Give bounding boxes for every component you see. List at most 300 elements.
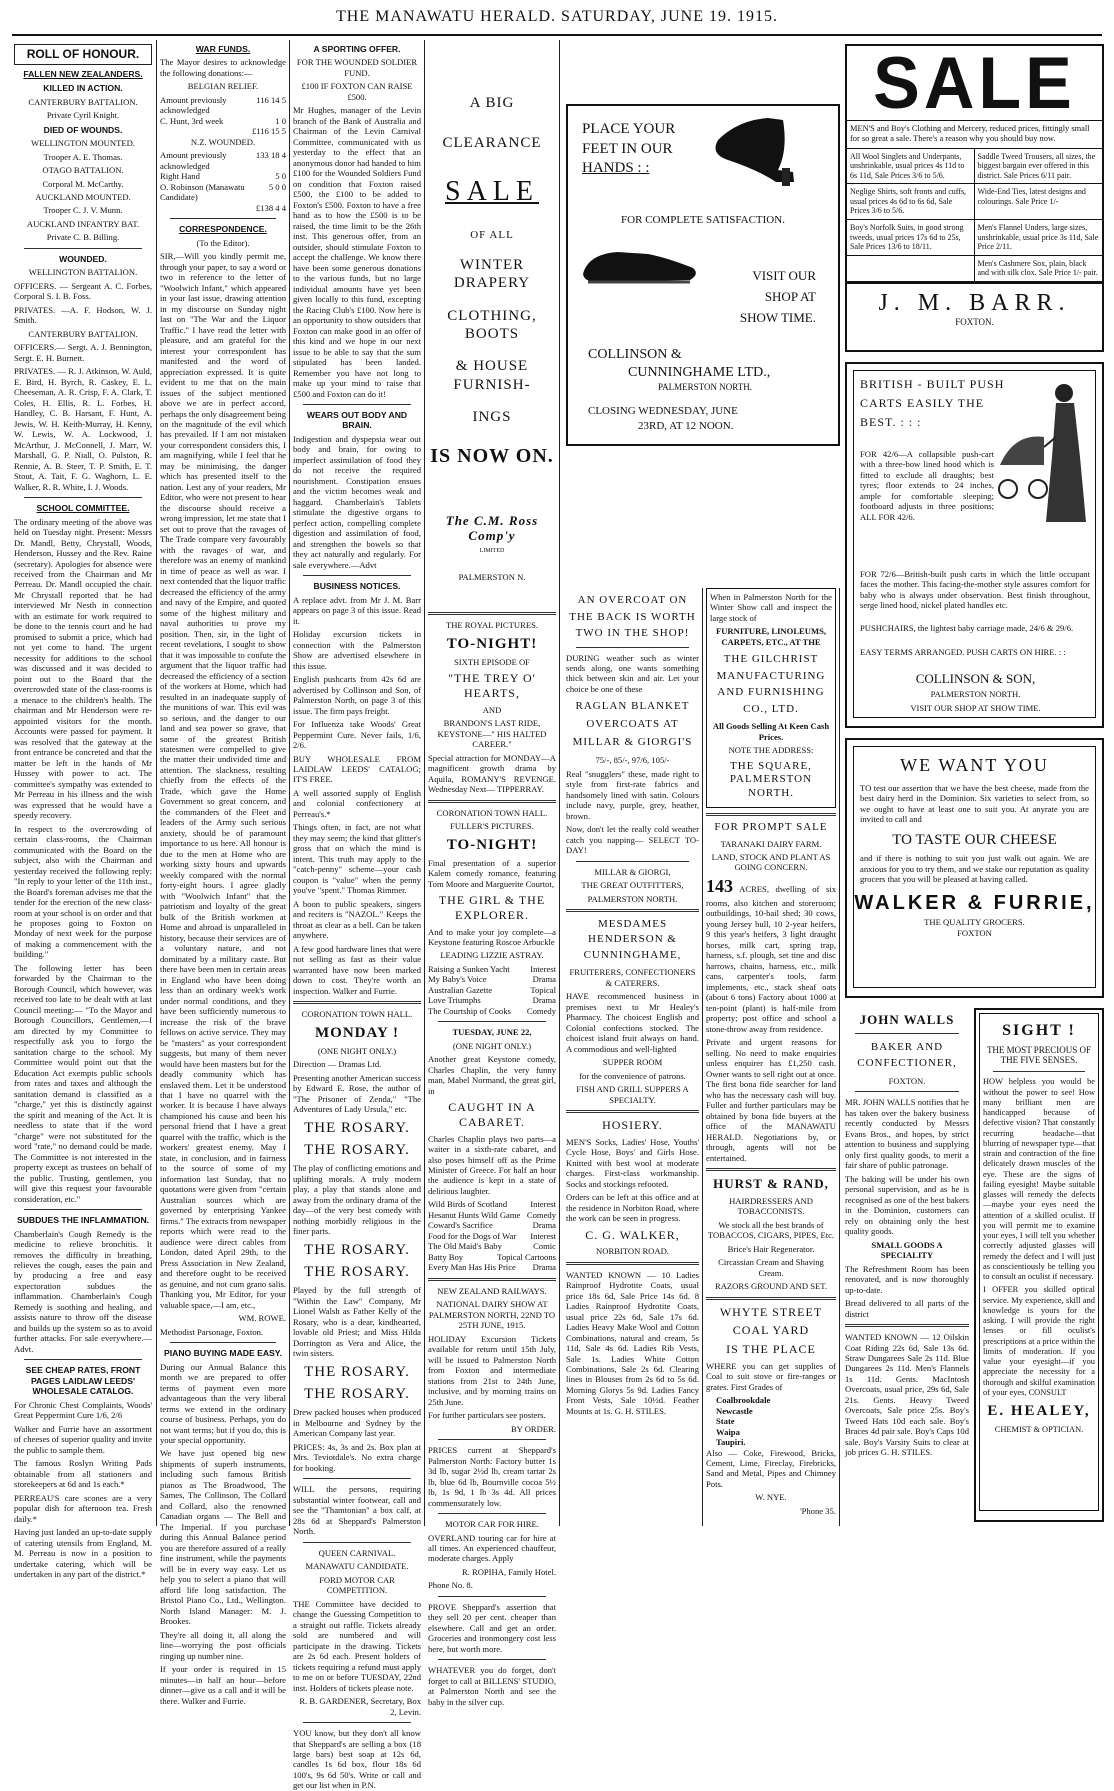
letter-body: SIR,—Will you kindly permit me, through your paper, to say a word or two in reference to the letter of "Woolwich Infant," which appeared in your last issue, drawing attention in my discourse on Sunday night last on "The War and the Liquor Traffic." I have read the letter with pleasure, and am grateful for the interest your correspondent has manifested and the word of appreciation expressed. It is quite evident to me that on the main issues of the subject mentioned above we are in perfect accord, perhaps the only disagreement being on the magnitude of the evil which has prevailed. If I am not mistaken your correspondent considers this, I am magnifying, while I feel that he may be minimising, the danger which has presented itself to the nation. Lest any of your readers, Mr Editor, who were not present to hear the discourse should receive a wrong impression, let me state that I set out to prove that the ravages of The Trade compare very favourably with the ravages of war, and therefore was an enemy of mankind in time of peace as well as war. I next contended that the liquor traffic decreased the efficiency of the army and navy of the Empire, and quoted some of the highest military and naval authorities to prove my position. Then, sir, in the light of recent revelations, I sought to show that it was impossible to confute the argument that the liquor traffic had decreased the efficiency of a section of the workers at Home, which had resulted in an inadequate supply of the munitions of war. This evil was so serious, and the danger to our land and sea power so grave, that some of the greatest British statesmen were compelled to give the matter their undivided time and attention. The slackness, resulting chiefly from the effects of the Trade, which gave the Home Government so great concern, and the commanders of the Fleet and leaders of the Army such serious anxiety, should be of paramount importance to us here. All honour is due to the men at Home who are working sixty hours and upwards weekly compared with the normal forty-eight hours. I agree gladly with "Woolwich Infant" that the patriotism and loyalty of the great bulk of the British workmen at Home and abroad is unparalleled in history, because their services are of a voluntary nature, and not dominated by a military caste. But there have been men in certain areas in England who have been doing less than an ordinary week's work under normal conditions, and they have been sufficiently numerous to increase the risk of the brave fellows on active service. They may be "masters" as your correspondent suggests, but many of them never would have been masters but for the deadly community which has enslaved them. Let it be understood that I have no quarrel with the worker. It is because I have always championed his cause and been his personal friend that I have a great quarrel with the traffic, which is the workers' greatest enemy. May I state, in conclusion, and in fairness to the source of some of my information last Sunday, that no quotations were given from "certain Australian sources which are governed by enterprising Yankee firms." The extracts from newspaper reports which were read to the audience were direct cables from London, dated April 29th, to the Press Association in New Zealand, and therefore ought to be received as genuine, and not cum grano salis. Thanking you, Mr Editor, for your valuable space,—I am, etc.,: [160, 251, 287, 1310]
privates-list: PRIVATES. — R. J. Atkinson, W. Auld, E. Bird, H. Byrch, R. Caskey, E. L. Cheeseman, A. R. Crisp, F. A. Clark, T. Coles, H. Ellis, R. L. Forbes, H. Handley, C. B. Harsant, F. Hunt, A. Jewis, W. H. Keith-Murray, H. Kenny, W. Lewis, W. A. Lockwood, J. McArthur, J. McConnell, J. Marr, W. Marshall, G. P. Niall, O. Pulston, R. Rennie, A. B. Steer, T. P. Smith, E. T. Stout, A. Tait, F. G. Waghorn, L. E. Walker, R. R. White, I. J. Woods.: [14, 366, 152, 492]
dairy-show: NATIONAL DAIRY SHOW AT PALMERSTON NORTH, 22ND TO 25TH JUNE, 1915.: [428, 1299, 556, 1331]
ad-text: & HOUSE FURNISH-: [453, 358, 531, 393]
barr-price-cell: All Wool Singlets and Underpants, unshrinkable, usual prices 4s 11d to 6s 11d, Sale Prices 3/6 to 5/6.: [847, 149, 975, 185]
article-body: YOU know, but they don't all know that Sheppard's are selling a box (18 large bars) best soap at 12s 6d, candles 1s 6d box, flour 18s 6d 100's, 9s 6d 50's. Write or call and get our list when in P.N.: [293, 1728, 421, 1791]
ad-text: VISIT OUR SHOP AT SHOW TIME.: [910, 703, 1041, 713]
divider: [170, 1342, 276, 1343]
ad-text: CLEARANCE: [442, 135, 542, 152]
article-body: When in Palmerston North for the Winter Show call and inspect the large stock of: [710, 592, 832, 623]
article-body: The Refreshment Room has been renovated, and is now thoroughly up-to-date.: [845, 1263, 969, 1295]
program-row-value: Drama: [532, 974, 556, 985]
play-title: THE ROSARY.: [304, 1363, 410, 1380]
article-body: Orders can be left at this office and at the residence in Norbiton Road, where the work can be seen in progress.: [566, 1192, 699, 1224]
fund-row: [160, 150, 286, 171]
column-rule: [559, 40, 560, 1526]
article-body: WILL the persons, requiring substantial winter footwear, call and see the "Thamtonian" a box calf, at 28s 6d at Sheppard's Palmerston North.: [293, 1484, 421, 1537]
program-row-label: Hesanut Hunts Wild Game: [428, 1209, 521, 1220]
film-title: BRANDON'S LAST RIDE, KEYSTONE—" HIS HALTED CAREER.": [437, 718, 547, 750]
film-title: LEADING LIZZIE ASTRAY.: [440, 950, 544, 961]
column-rule: [289, 40, 290, 1526]
column-3: [293, 40, 421, 1791]
barr-price-cell: Boy's Norfolk Suits, in good strong tweeds, usual prices 17s 6d to 25s, Sale Prices 13/6 to 18/11.: [847, 220, 975, 256]
fund-row-value: 1 0: [275, 115, 286, 126]
fund-row-label: Right Hand: [160, 171, 200, 182]
overcoat-heading: AN OVERCOAT ON THE BACK IS WORTH TWO IN THE SHOP!: [569, 594, 696, 639]
fallen-heading: FALLEN NEW ZEALANDERS.: [23, 68, 143, 79]
unit-name: AUCKLAND INFANTRY BAT.: [26, 218, 140, 229]
ad-subheadline: THE MOST PRECIOUS OF THE FIVE SENSES.: [986, 1044, 1092, 1066]
program-row-value: Topical: [530, 984, 556, 995]
company-name: COLLINSON &: [588, 347, 682, 362]
soldier-name: Private Cyril Knight.: [46, 110, 120, 121]
program-row-value: Comedy: [526, 1005, 556, 1016]
program-row: [428, 1252, 556, 1262]
divider: [438, 1513, 546, 1514]
mesdames-heading: MESDAMES HENDERSON & CUNNINGHAME,: [583, 918, 682, 961]
program-row-label: Wild Birds of Scotland: [428, 1199, 508, 1210]
ford-heading: FORD MOTOR CAR COMPETITION.: [319, 1574, 395, 1596]
cinema-tonight: TO-NIGHT!: [446, 635, 538, 652]
unit-name: CANTERBURY BATTALION.: [28, 96, 138, 107]
wears-out-heading: WEARS OUT BODY AND BRAIN.: [306, 409, 408, 431]
article-body: Circassian Cream and Shaving Cream.: [718, 1257, 824, 1278]
carnival-heading: QUEEN CARNIVAL.: [318, 1547, 396, 1558]
died-heading: DIED OF WOUNDS.: [43, 124, 123, 135]
article-body: PRICES: 4s, 3s and 2s. Box plan at Mrs. Teviotdale's. No extra charge for booking.: [293, 1441, 421, 1473]
column-rule: [702, 588, 703, 1526]
healey-ad: [974, 1008, 1104, 1522]
fund-row: [160, 126, 286, 136]
officers-list: OFFICERS. — Sergeant A. C. Forbes, Corporal S. I. B. Foss.: [14, 280, 152, 302]
program-row-label: Batty Boy: [428, 1251, 464, 1262]
program-row: [428, 1006, 556, 1016]
and: AND: [482, 704, 502, 715]
divider: [24, 497, 142, 498]
ad-headline: TO TASTE OUR CHEESE: [892, 831, 1057, 848]
company-place: PALMERSTON NORTH.: [658, 382, 752, 393]
ross-logo: The C.M. Ross Comp'y: [445, 512, 539, 544]
article-body: TO test our assertion that we have the best cheese, made from the best dairy herd in the Dominion. Six varieties to select from, so we ought to have at least one to suit you. At anyrate you are invited to call and: [860, 782, 1089, 825]
collinson-cunninghame-ad: [566, 104, 840, 446]
article-body: Walker and Furrie have an assortment of cheeses of superior quality and invite the public to sample them.: [14, 1423, 152, 1455]
program-row-label: The Old Maid's Baby: [428, 1241, 502, 1252]
program-row-label: Coward's Sacrifice: [428, 1220, 493, 1231]
venue-name: CORONATION TOWN HALL.: [301, 1009, 413, 1020]
divider: [438, 1659, 546, 1660]
company-place: PALMERSTON NORTH.: [930, 689, 1021, 699]
cinema-name: THE ROYAL PICTURES.: [445, 620, 539, 631]
article-body: For Chronic Chest Complaints, Woods' Great Peppermint Cure 1/6, 2/6: [14, 1399, 152, 1421]
company-name: E. HEALEY,: [987, 1403, 1091, 1420]
cinema-note: And to make your joy complete—a Keystone featuring Roscoe Arbuckle: [428, 926, 556, 947]
closing-text: 23RD, AT 12 NOON.: [638, 420, 734, 433]
divider: [428, 1278, 556, 1281]
ad-text: OF ALL: [470, 228, 514, 241]
company-name: JOHN WALLS: [859, 1012, 955, 1027]
article-body: Private and urgent reasons for selling. No need to make enquiries unless enquirer has £1,250 cash. Owner wants to sell right out at once. The first bona fide searcher for land who has the necessary cash will buy. Fuller and further particulars may be obtained by bona fide buyers at the office of the MANAWATU HERALD. Negotiations by, or through, agents will not be entertained.: [706, 1037, 836, 1163]
notice: A few good hardware lines that were not selling as fast as their value warranted have now been marked down to cost. They're worth an inspection. Walker and Furrie.: [293, 943, 421, 996]
article-body: DURING weather such as winter sends along, one wants something thick between skin and air. Let your choice be one of these: [566, 652, 699, 694]
fund-name: BELGIAN RELIEF.: [187, 81, 259, 92]
barr-price-cell: Men's Flannel Unders, large sizes, unshrinkable, usual price 3s 11d, Sale Price 2/11.: [975, 220, 1103, 256]
ross-limited: LIMITED: [479, 548, 505, 555]
letter-signature: WM. ROWE.: [238, 1313, 286, 1324]
program-row-value: Topical Cartoons: [497, 1251, 556, 1262]
company-name: J. M. BARR.: [847, 282, 1102, 317]
divider: [438, 1021, 546, 1022]
fund-row: [160, 171, 286, 181]
fund-row-label: O. Robinson (Manawatu Candidate): [160, 181, 245, 203]
ad-headline: SIGHT !: [1002, 1022, 1076, 1039]
ad-text: PLACE YOUR: [582, 121, 676, 137]
company-trade: CHEMIST & OPTICIAN.: [994, 1424, 1084, 1434]
article-body: FOR 42/6—A collapsible push-cart with a three-bow lined hood which is fitted to exclude all draughts; best tyres; floor extends to 24 inches, ample for comfortable sleeping; footboard adjusts in three positions; ALL FOR 42/6.: [860, 449, 994, 522]
article-body: They're all doing it, all along the line—worrying the post officials ringing up number nine.: [160, 1629, 286, 1661]
article-body: Presenting another American success by Edward E. Rose, the author of "The Prisoner of Zenda," "The Adventures of Lady Ursula," etc.: [293, 1072, 421, 1115]
coal-heading: IS THE PLACE: [726, 1342, 816, 1356]
fund-row-label: C. Hunt, 3rd week: [160, 115, 224, 126]
column-6: [706, 588, 836, 1526]
article-body: Bread delivered to all parts of the district: [845, 1298, 969, 1319]
fund-row: [160, 203, 286, 213]
program-row-label: Every Man Has His Price: [428, 1262, 516, 1273]
divider: [855, 1091, 959, 1092]
cheap-rates-heading: SEE CHEAP RATES, FRONT PAGES LAIDLAW LEEDS' WHOLESALE CATALOG.: [25, 1365, 141, 1397]
article-body: THE Committee have decided to change the Guessing Competition to a straight out raffle. Tickets already sold are numbered and will participate in the drawing. Tickets are 2s 6d each. Present holders of tickets requiring a refund must apply to me on or before TUESDAY, 22nd inst. Holders of tickets please note.: [293, 1598, 421, 1693]
article-body: HAVE recommenced business in premises next to Mr Healey's Pharmacy. The choicest English and Colonial confections stocked. The choicest island fruit always on hand. A commodious and well-lighted: [566, 991, 699, 1054]
subdues-heading: SUBDUES THE INFLAMMATION.: [16, 1215, 150, 1226]
article-body: Having just landed an up-to-date supply of catering utensils from England, M. M. Perreau is now in a position to undertake catering, which will be undertaken in any part of the district.*: [14, 1527, 152, 1580]
article-body: Now, don't let the really cold weather catch you napping— SELECT TO-DAY!: [566, 824, 699, 856]
school-committee-heading: SCHOOL COMMITTEE.: [36, 503, 130, 514]
divider: [428, 612, 556, 615]
program-row: [428, 1220, 556, 1230]
company-place: FOXTON.: [888, 1075, 926, 1086]
phone: 'Phone 35.: [800, 1505, 836, 1516]
play-title: THE ROSARY.: [304, 1119, 410, 1136]
play-title: THE ROSARY.: [304, 1142, 410, 1159]
masthead: THE MANAWATU HERALD. SATURDAY, JUNE 19. 1915.: [336, 8, 778, 25]
article-body: Played by the full strength of "Within the Law" Company, Mr Lionel Walsh as Father Kelly of the Rosary, who is a dear, kindhearted, lovable old Priest; and Miss Hilda Dorrington as Vera and Alice, the twin sisters.: [293, 1285, 421, 1359]
notice: A replace advt. from Mr J. M. Barr appears on page 3 of this issue. Read it.: [293, 594, 421, 626]
offer-headline: £100 IF FOXTON CAN RAISE £500.: [301, 81, 413, 102]
barr-price-cell: Wide-End Ties, latest designs and colourings. Sale Price 1/-: [975, 184, 1103, 220]
notice: A boon to public speakers, singers and reciters is "NAZOL." Keeps the throat as clear as a bell. Can be taken anywhere.: [293, 898, 421, 941]
program-row-label: The Courtship of Cooks: [428, 1005, 511, 1016]
film-title: THE GIRL & THE EXPLORER.: [438, 893, 546, 922]
wounded-heading: WOUNDED.: [59, 253, 107, 264]
sporting-offer-heading: A SPORTING OFFER.: [313, 44, 401, 54]
play-title: THE ROSARY.: [304, 1241, 410, 1258]
play-title: THE ROSARY.: [304, 1264, 410, 1281]
divider: [293, 1001, 421, 1004]
ad-text: SHOP AT: [764, 288, 816, 304]
article-body: During our Annual Balance this month we are prepared to offer terms of payment even more advantageous than the very liberal terms we extend in the ordinary course of business. Perhaps, you do not want terms; but if you do, this is your special opportunity.: [160, 1361, 286, 1445]
ad-text: All Goods Selling At Keen Cash Prices.: [712, 721, 830, 742]
barr-price-cell: Men's Cashmere Sox, plain, black and with silk clox. Sale Price 1/- pair.: [975, 256, 1103, 282]
article-body: If your order is required in 15 minutes—in half an hour—before dinner—give us a call and it will be there. Walker and Furrie.: [160, 1664, 286, 1706]
motor-heading: MOTOR CAR FOR HIRE.: [445, 1519, 539, 1530]
fund-table: [160, 95, 286, 137]
woman-with-pram-icon: [994, 377, 1094, 527]
coal-heading: WHYTE STREET: [719, 1304, 823, 1319]
barr-intro: MEN'S and Boy's Clothing and Mercery, reduced prices, fittingly small for so great a sale. There's a reason why you should buy now.: [847, 120, 1102, 148]
coal-list: [706, 1395, 836, 1447]
article-body: PERREAU'S care scones are a very popular dish for afternoon tea. Fresh daily.*: [14, 1492, 152, 1524]
war-funds-heading: WAR FUNDS.: [195, 44, 251, 54]
company-place: NORBITON ROAD.: [596, 1246, 669, 1257]
program-row-value: Drama: [532, 1220, 556, 1231]
article-body: for the convenience of patrons.: [579, 1070, 686, 1081]
ad-headline: BRITISH - BUILT PUSH CARTS EASILY THE BEST. : : :: [860, 377, 1005, 430]
barr-sale-ad: [845, 44, 1104, 352]
article-body: Chamberlain's Cough Remedy is the medicine to relieve bronchitis. It removes the difficulty in breathing, relieves the cough, eases the pain and by producing a free and easy expectoration subdues the inflammation. Chamberlain's Cough Remedy is soothing and healing, and assists nature to throw off the disease and builds up the system so as to avoid further attacks. For sale everywhere.—Advt.: [14, 1228, 152, 1354]
sale-banner: SALE: [873, 42, 1076, 124]
divider: [24, 248, 142, 249]
column-rule: [424, 40, 425, 1526]
divider: [845, 1324, 969, 1327]
ad-text: SHOW TIME.: [739, 309, 816, 325]
letter-place: Methodist Parsonage, Foxton.: [160, 1326, 264, 1337]
barr-price-cell: [847, 256, 975, 282]
venue-name: CORONATION TOWN HALL.: [436, 807, 548, 818]
program-list: [428, 964, 556, 1016]
notice: A well assorted supply of English and colonial confectionery at Perreau's.*: [293, 787, 421, 819]
ad-text: NOTE THE ADDRESS:: [728, 745, 814, 756]
barr-price-cell: Neglige Shirts, soft fronts and cuffs, usual prices 4s 6d to 6s 6d, Sale Prices 3/6 to 5/6.: [847, 184, 975, 220]
piano-heading: PIANO BUYING MADE EASY.: [164, 1348, 282, 1359]
ad-text: FOR COMPLETE SATISFACTION.: [621, 214, 785, 226]
article-body: HOLIDAY Excursion Tickets available for return until 15th July, will be issued to Palmerston North from Foxton and intermediate stations from 21st to 24th June, inclusive, and by morning trains on 25th June.: [428, 1333, 556, 1407]
fund-row-value: 116 14 5: [256, 94, 286, 105]
program-row-value: Comic: [533, 1241, 556, 1252]
fund-row-label: Amount previously acknowledged: [160, 94, 227, 116]
article-body: The Mayor desires to acknowledge the following donations:—: [160, 57, 286, 78]
collinson-son-ad: [845, 362, 1104, 728]
offer-subheading: FOR THE WOUNDED SOLDIER FUND.: [296, 57, 418, 78]
sale-heading: FOR PROMPT SALE: [714, 821, 828, 834]
divider: [706, 1168, 836, 1171]
ad-text: CLOTHING, BOOTS: [447, 307, 537, 343]
soldier-name: Trooper C. J. V. Munn.: [43, 205, 123, 216]
signature: R. B. GARDENER, Secretary, Box 2, Levin.: [299, 1696, 421, 1717]
company-name: COLLINSON & SON,: [915, 671, 1036, 686]
ad-sale: SALE: [445, 175, 539, 207]
show-day: MONDAY !: [315, 1024, 399, 1041]
ad-text: FEET IN OUR: [582, 140, 673, 157]
fund-row-value: 5 0 0: [268, 181, 286, 192]
article-body: Real "snugglers" these, made right to style from first-rate fabrics and handsomely lined with satin. Colours include navy, purple, grey, heather, brown.: [566, 768, 699, 821]
program-row-label: Raising a Sunken Yacht: [428, 963, 510, 974]
article-body: The famous Roslyn Writing Pads obtainable from all stationers and storekeepers at 6d and 1s each.*: [14, 1458, 152, 1490]
ad-text: FURNITURE, LINOLEUMS, CARPETS, ETC., AT THE: [715, 626, 827, 647]
article-body: For further particulars see posters.: [428, 1410, 546, 1421]
program-row: [428, 1241, 556, 1251]
column-rule: [156, 40, 157, 1526]
ad-text: INGS: [472, 408, 512, 425]
program-list: [428, 1199, 556, 1272]
article-body: The ordinary meeting of the above was held on Tuesday night. Present: Messrs Dr. Mandl, Betty, Chrystall, Woods, Henderson, Hussey and the Rev. Raine (secretary). Apologies for absence were received from the Chairman and Mr Perreau. Dr. Mandl occupied the chair. Mr Chrystall reported that he had interviewed Mr Nesth in connection with an estimate for work required to be done to the tennis court and he had promised to submit a price, which had not yet come to hand. The urgent necessity for additions to the school was discussed and it was decided to point out to the Board that the overcrowded state of the class-rooms is a menace to the children's health. The chairman and Mr Henderson were re-appointed visitors for the month. Accounts were passed for payment. It was resolved that the gateway at the front entrance be concreted and that the matter be left in the hands of Mr Hussey with power to act. The committee's sympathy was extended to Mr Perreau in his illness and the wish was expressed that he would have a speedy recovery.: [14, 516, 152, 821]
coal-item: Newcastle: [716, 1405, 753, 1416]
divider: [438, 1439, 546, 1440]
article-body: In respect to the overcrowding of certain class-rooms, the Chairman communicated with the Board on the subject, also with the Chairman and yesterday received the following reply: "In reply to your letter of the 11th inst., the Board's foreman advises me that the tender for the erection of the new class-room at your school is on order and that he proposes going to Foxton on Monday of next week for the purpose of making a commencement with the building.": [14, 823, 152, 960]
notice: BUY WHOLESALE FROM LAIDLAW LEEDS' CATALOG; IT'S FREE.: [293, 753, 421, 785]
article-body: OVERLAND touring car for hire at all times. An experienced chauffeur, moderate charges. Apply: [428, 1532, 556, 1564]
program-row: [428, 974, 556, 984]
ad-text: SMALL GOODS A SPECIALITY: [871, 1239, 943, 1261]
divider: [566, 1262, 699, 1265]
divider: [303, 575, 411, 576]
program-row-value: Drama: [532, 1262, 556, 1273]
article-body: We stock all the best brands of TOBACCOS, CIGARS, PIPES, Etc.: [707, 1219, 835, 1241]
coal-item: Coalbrookdale: [716, 1395, 771, 1406]
article-body: ACRES, dwelling of six rooms, also kitchen and storeroom; outbuildings, 10-bail shed; 30 cows, young Jersey bull, 10 2-year heifers, 9 this year's heifers, 3 light draught horses, milk cart, spring trap, harness, s.f. plough, set tine and disc harrows, chains, harness, etc., milk cans, carpenter's tools, farm implements, etc., stack sheaf oats (about 6 tons) Factory about 1000 at ten-point (plant) is half-mile from property; post office and school a stone-throw away from residence.: [706, 883, 836, 1034]
gilchrist-ad: [706, 588, 836, 808]
railways-heading: NEW ZEALAND RAILWAYS.: [437, 1285, 547, 1296]
roll-of-honour-heading: ROLL OF HONOUR.: [14, 44, 152, 65]
soldier-name: Corporal M. McCarthy.: [42, 178, 124, 189]
company-name: THE GILCHRIST MANUFACTURING AND FURNISHING CO., LTD.: [716, 653, 826, 715]
soldier-name: Private C. B. Billing.: [46, 232, 120, 243]
divider: [303, 1542, 411, 1543]
program-row: [428, 985, 556, 995]
coal-heading: COAL YARD: [732, 1323, 810, 1338]
column-1: [14, 40, 152, 1580]
company-place: FOXTON: [957, 927, 992, 938]
walker-furrie-ad: [845, 738, 1104, 998]
company-place: PALMERSTON NORTH.: [587, 893, 678, 904]
coal-item: Taupiri.: [716, 1437, 746, 1448]
unit-name: AUCKLAND MOUNTED.: [35, 191, 131, 202]
unit-name: WELLINGTON MOUNTED.: [31, 138, 135, 149]
fund-table: [160, 150, 286, 213]
overcoat-prices: 75/-, 85/-, 97/6, 105/-: [595, 755, 670, 766]
divider: [566, 909, 699, 912]
ad-text: WINTER DRAPERY: [453, 257, 531, 292]
cinema-note: Charles Chaplin plays two parts—a waiter in a sixth-rate cabaret, and also poses himself off as the Prime Minister of Greece. For half an hour the audience is kept in a state of delirious laughter.: [428, 1133, 556, 1196]
killed-heading: KILLED IN ACTION.: [43, 83, 123, 94]
article-body: Drew packed houses when produced in Melbourne and Sydney by the American Company last year.: [293, 1407, 421, 1439]
ad-now-on: IS NOW ON.: [430, 445, 554, 468]
correspondence-heading: CORRESPONDENCE.: [179, 224, 267, 235]
program-row-value: Interest: [530, 1230, 556, 1241]
fund-name: N.Z. WOUNDED.: [190, 136, 256, 147]
play-title: THE ROSARY.: [304, 1386, 410, 1403]
unit-name: CANTERBURY BATTALION.: [28, 328, 138, 339]
privates-list: PRIVATES. —A. F. Hodson, W. J. Smith.: [14, 304, 152, 326]
show-day: TUESDAY, JUNE 22,: [452, 1027, 532, 1038]
article-body: I OFFER you skilled optical service. My experience, skill and knowledge is yours for the asking. I will provide the right lenses or fill oculist's prescriptions at a price within the limits of moderation. If you value your eyesight—if you appreciate the necessity for a thorough and skilful examination of your eyes, CONSULT: [983, 1285, 1095, 1397]
column-4: [428, 40, 556, 1707]
unit-name: OTAGO BATTALION.: [42, 165, 124, 176]
article-body: MEN'S Socks, Ladies' Hose, Youths' Cycle Hose, Boys' and Girls Hose. Knitted with best wool at moderate charges. First-class workmanship. Socks and stockings refooted.: [566, 1136, 699, 1189]
supper-heading: SUPPER ROOM: [602, 1057, 663, 1068]
company-name: CUNNINGHAME LTD.,: [628, 365, 771, 381]
article-body: Also — Coke, Firewood, Bricks, Cement, Lime, Fireclay, Firebricks, Sand and Metal, Pipes and Chimney Pots.: [706, 1447, 836, 1489]
fund-row-value: 133 18 4: [255, 150, 286, 161]
article-body: RAZORS GROUND AND SET.: [714, 1281, 828, 1292]
article-body: and if there is nothing to suit you just walk out again. We are anxious for you to try them, and we stake our reputation as quality grocers that you will be pleased at having called.: [860, 853, 1089, 885]
divider: [706, 1297, 836, 1300]
article-body: PRICES current at Sheppard's Palmerston North: Factory butter 1s 3d lb, sugar 2½d lb, cream tartar 2s lb, blue 6d lb, Bournville cocoa 5½ lb, 1s 9d, 1 lb 3s 4d. All prices commensurately low.: [428, 1445, 556, 1508]
article-body: HOW helpless you would be without the power to see! How many brilliant men are handicapped because of defective vision? That constantly recurring headache—that blurring of newspaper type—that strain and contraction of the fine delicately drawn muscles of the eye. These are the signs of failing eyesight! Maybe suitable glasses will remedy the defects—maybe your eyes need the attention of a skilled oculist. If you will permit me to examine your eyes, I will tell you whether correctly adjusted glasses will remedy the defect and I will just as conscientiously be telling you to consult an oculist if necessary.: [983, 1077, 1095, 1282]
officers-list: OFFICERS.— Sergt. A. J. Bennington, Sergt. E. H. Burnett.: [14, 342, 152, 363]
sale-subheading: TARANAKI DAIRY FARM.: [720, 838, 822, 849]
ad-headline: WE WANT YOU: [900, 755, 1049, 775]
divider: [576, 647, 689, 648]
masthead-rule: [12, 34, 1102, 38]
ad-text: A BIG: [469, 95, 515, 111]
program-row: [428, 1199, 556, 1209]
phone: Phone No. 8.: [428, 1580, 473, 1591]
company-name: HURST & RAND,: [713, 1176, 829, 1192]
ladies-boot-icon: [698, 110, 828, 190]
mesdames-trade: FRUITERERS, CONFECTIONERS & CATERERS.: [569, 967, 696, 988]
barr-price-grid: [847, 148, 1102, 283]
divider: [170, 218, 276, 219]
divider: [303, 1478, 411, 1479]
article-body: PUSHCHAIRS, the lightest baby carriage made, 24/6 & 29/6.: [860, 623, 1074, 633]
coal-item: Waipa: [716, 1426, 740, 1437]
company-tagline: THE QUALITY GROCERS.: [924, 917, 1025, 928]
fund-row-value: £116 15 5: [251, 126, 286, 137]
divider: [993, 1071, 1085, 1072]
cinema-tonight: TO-NIGHT!: [446, 836, 538, 853]
article-body: EASY TERMS ARRANGED. PUSH CARTS ON HIRE. : :: [860, 647, 1066, 657]
show-note: (ONE NIGHT ONLY.): [452, 1040, 532, 1051]
cinema-note: Final presentation of a superior Kalem comedy romance, featuring Tom Moore and Marguerite Courtot,: [428, 857, 556, 889]
column-5: [566, 588, 699, 1526]
ad-text: HANDS : :: [582, 160, 650, 176]
company-name: W. NYE.: [755, 1492, 787, 1503]
divider: [566, 1110, 699, 1113]
cinema-note: Another great Keystone comedy, Charles Chaplin, the very funny man, Mabel Normand, the great girl, in: [428, 1054, 556, 1096]
film-title: CAUGHT IN A CABARET.: [448, 1100, 536, 1129]
cinema-name: FULLER'S PICTURES.: [450, 821, 534, 832]
fund-row: [160, 182, 286, 203]
program-row-value: Interest: [530, 963, 556, 974]
divider: [855, 1033, 959, 1034]
article-body: WANTED KNOWN — 12 Oilskin Coat Riding 22s 6d, Sale 13s 6d. Straw Dungarees Sale 2s 11d. Blue Dungarees 2s 11d. Men's Flannels 1s 11d. Gents. MacIntosh Overcoats, usual price, 29s 6d, Sale 21s. Gents. Heavy Tweed Overcoats, Sale price 25s. Boy's Tweed Hats 10d each sale. Boy's Braces 4d pair sale. Boy's Caps 10d sale. Boy's Varsity Suits to clear at job prices G. H. STILES.: [845, 1332, 969, 1458]
mens-shoe-icon: [578, 234, 708, 294]
notice: English pushcarts from 42s 6d are advertised by Collinson and Son, of Palmerston North, on page 3 of this issue. The firm pays freight.: [293, 674, 421, 716]
ad-text: VISIT OUR: [752, 268, 816, 283]
divider: [24, 1209, 142, 1210]
article-body: PROVE Sheppard's assertion that they sell 20 per cent. cheaper than elsewhere. Call and get an order. Groceries and ironmongery cost less here, but worth more.: [428, 1601, 556, 1654]
column-7a: [845, 1008, 969, 1526]
notice: For Influenza take Woods' Great Peppermint Cure. Never fails, 1/6, 2/6.: [293, 719, 421, 751]
correspondence-subheading: (To the Editor).: [196, 237, 250, 248]
coal-item: State: [716, 1416, 735, 1427]
article-body: The play of conflicting emotions and uplifting morals. A truly modern play, a play that stands alone and away from the ordinary drama of the day—of the very best comedy with nothing morbidly religious in the finer parts.: [293, 1163, 421, 1237]
show-note: (ONE NIGHT ONLY.): [317, 1045, 397, 1056]
episode: SIXTH EPISODE OF: [454, 656, 530, 667]
divider: [303, 404, 411, 405]
column-2: [160, 40, 287, 1706]
overcoat-title: RAGLAN BLANKET OVERCOATS AT MILLAR & GIORGI'S: [572, 700, 693, 748]
film-title: "THE TREY O' HEARTS,: [448, 671, 536, 701]
program-row: [428, 1262, 556, 1272]
article-body: WHATEVER you do forget, don't forget to call at BILLENS' STUDIO, at Palmerston North and see the baby in the silver cup.: [428, 1665, 556, 1707]
program-row-value: Drama: [532, 995, 556, 1006]
program-row: [428, 964, 556, 974]
program-row-label: My Baby's Voice: [428, 974, 487, 985]
company-trade: BAKER AND CONFECTIONER,: [857, 1040, 957, 1070]
divider: [428, 800, 556, 803]
notice: Holiday excursion tickets in connection with the Palmerston Show are advertised elsewhere in this issue.: [293, 629, 421, 671]
signature: BY ORDER.: [510, 1423, 556, 1434]
program-row-label: Australian Gazette: [428, 984, 493, 995]
